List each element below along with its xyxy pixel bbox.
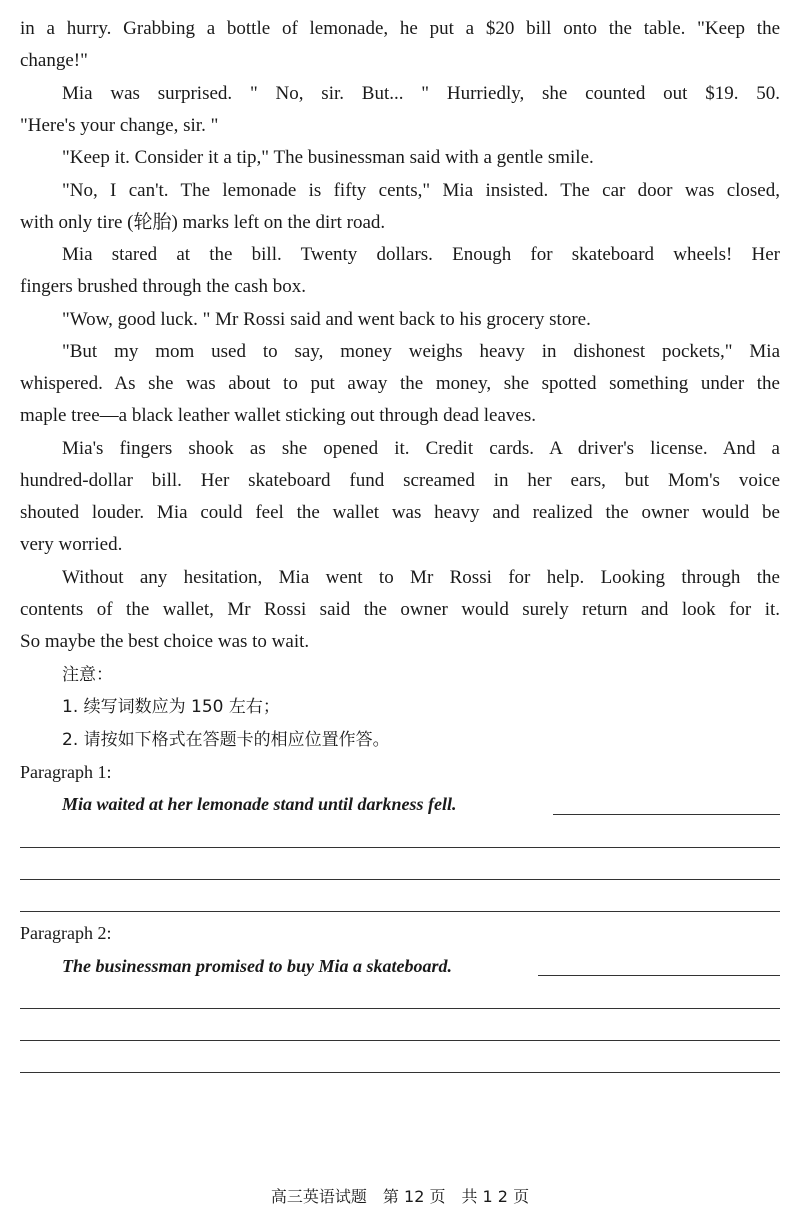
story-line: "Keep it. Consider it a tip," The businessman said with a gentle smile. xyxy=(62,147,594,168)
answer-line xyxy=(20,1040,780,1041)
story-line: So maybe the best choice was to wait. xyxy=(20,631,310,652)
story-line: whispered. As she was about to put away the money, she spotted something under the xyxy=(20,373,780,394)
answer-line xyxy=(20,911,780,912)
story-line: shouted louder. Mia could feel the wallet was heavy and realized the owner would be xyxy=(20,502,780,523)
story-line: hundred-dollar bill. Her skateboard fund screamed in her ears, but Mom's voice xyxy=(20,470,780,491)
story-line: very worried. xyxy=(20,534,123,555)
story-line: "Here's your change, sir. " xyxy=(20,115,219,136)
story-line: contents of the wallet, Mr Rossi said the owner would surely return and look for it. xyxy=(20,599,780,620)
story-line: Mia's fingers shook as she opened it. Credit cards. A driver's license. And a xyxy=(62,438,780,459)
story-line: "Wow, good luck. " Mr Rossi said and went back to his grocery store. xyxy=(62,309,591,330)
story-line: Mia was surprised. " No, sir. But... " Hurriedly, she counted out $19. 50. xyxy=(62,83,780,104)
paragraph-1-label: Paragraph 1: xyxy=(20,762,112,782)
story-line: Mia stared at the bill. Twenty dollars. Enough for skateboard wheels! Her xyxy=(62,244,780,265)
notes-item: 2. 请按如下格式在答题卡的相应位置作答。 xyxy=(62,730,390,750)
notes-item: 1. 续写词数应为 150 左右； xyxy=(62,697,280,717)
paragraph-2-label: Paragraph 2: xyxy=(20,923,112,943)
answer-line xyxy=(20,847,780,848)
paragraph-2-lead: The businessman promised to buy Mia a skateboard. xyxy=(62,956,453,976)
page-footer: 高三英语试题 第 12 页 共 1 2 页 xyxy=(270,1187,530,1206)
story-line: Without any hesitation, Mia went to Mr Rossi for help. Looking through the xyxy=(62,567,780,588)
answer-line xyxy=(20,879,780,880)
story-line: "No, I can't. The lemonade is fifty cents," Mia insisted. The car door was closed, xyxy=(62,180,780,201)
story-line: "But my mom used to say, money weighs heavy in dishonest pockets," Mia xyxy=(62,341,780,362)
story-line: with only tire (轮胎) marks left on the dirt road. xyxy=(20,212,386,233)
answer-line xyxy=(538,975,780,976)
notes-heading: 注意： xyxy=(62,665,113,685)
paragraph-1-lead: Mia waited at her lemonade stand until darkness fell. xyxy=(62,794,457,814)
answer-line xyxy=(553,814,780,815)
answer-line xyxy=(20,1008,780,1009)
story-line: in a hurry. Grabbing a bottle of lemonade, he put a $20 bill onto the table. "Keep the xyxy=(20,18,780,39)
story-line: maple tree—a black leather wallet sticking out through dead leaves. xyxy=(20,405,536,426)
story-line: fingers brushed through the cash box. xyxy=(20,276,306,297)
answer-line xyxy=(20,1072,780,1073)
story-line: change!" xyxy=(20,50,88,71)
